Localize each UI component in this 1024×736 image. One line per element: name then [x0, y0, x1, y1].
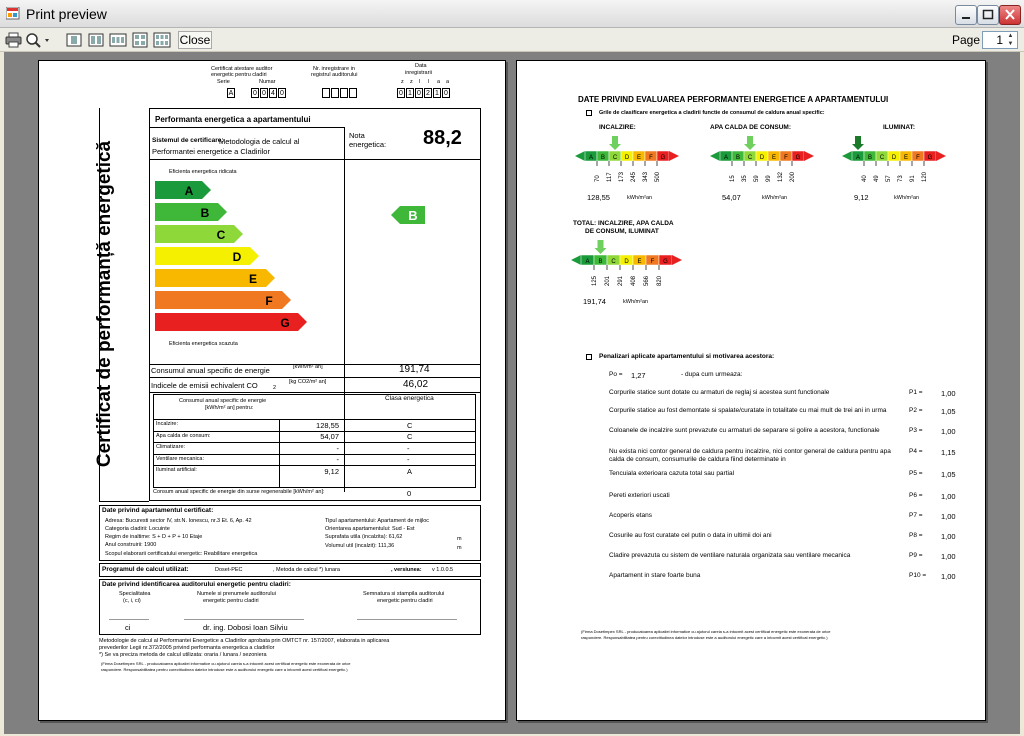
penalty-text: Corpurile statice sunt dotate cu armaturi de reglaj si acestea sunt functionale — [609, 389, 830, 396]
scale-tick-label: 59 — [754, 175, 760, 182]
scale-tick-label: 566 — [644, 275, 650, 286]
serie-cell: A — [228, 90, 234, 97]
nume-value: dr. ing. Dobosi Ioan Silviu — [203, 623, 288, 632]
versiune-value: v 1.0.0.5 — [432, 567, 454, 573]
scale-letter: F — [649, 155, 653, 161]
scale-letter: B — [867, 155, 873, 161]
scale-tick-label: 117 — [607, 172, 613, 182]
footer-line-3: *) Se va preciza metoda de calcul utilizata: oraria / lunara / sezoniera — [99, 652, 267, 658]
date-letter: z — [410, 79, 413, 85]
anul: Anul construirii: 1900 — [105, 542, 157, 548]
numar-cell: 0 — [251, 88, 259, 98]
numar-cell: 0 — [278, 88, 286, 98]
auditor-title: Date privind identificarea auditorului energetic pentru cladiri: — [102, 581, 291, 588]
scale-letter: F — [916, 155, 920, 161]
regen-value: 0 — [407, 489, 412, 498]
scale-value: 128,55 — [587, 193, 610, 202]
date-cell: 1 — [406, 88, 414, 98]
nota-label-1: Nota — [349, 131, 365, 140]
date-cell: 0 — [442, 88, 450, 98]
class-letter: F — [265, 294, 273, 308]
volum-unit: m — [457, 545, 462, 551]
po-value: 1,27 — [631, 371, 646, 380]
nota-line — [344, 159, 481, 160]
energy-row-value: - — [336, 443, 339, 453]
penalty-value: 1,05 — [941, 407, 956, 416]
scale-letter: F — [650, 259, 655, 265]
penalty-value: 1,15 — [941, 448, 956, 457]
orientare: Orientarea apartamentului: Sud - Est — [325, 526, 415, 532]
scale-letter: B — [600, 155, 606, 161]
penalty-value: 1,00 — [941, 552, 956, 561]
metoda: , Metoda de calcul *) lunara — [273, 567, 340, 573]
window-title: Print preview — [26, 6, 107, 22]
co2-sub: 2 — [273, 385, 277, 391]
class-letter: B — [200, 206, 210, 220]
page-2 — [516, 60, 986, 721]
page-1 — [38, 60, 506, 721]
energy-scale-bar — [710, 136, 820, 196]
current-class-arrow — [391, 205, 427, 225]
scale-tick-label: 70 — [595, 175, 601, 182]
sys-label: Sistemul de certificare: — [152, 137, 224, 144]
title-bar[interactable] — [0, 0, 1024, 28]
four-pages-icon[interactable] — [130, 31, 148, 49]
scale-tick-label: 125 — [592, 275, 598, 286]
class-arrow-f — [155, 291, 291, 309]
tbl-head-2: Clasa energetica — [385, 395, 434, 402]
date-letter: a — [446, 79, 450, 85]
scale-letter: G — [660, 155, 666, 161]
energy-scale-bar — [575, 136, 685, 196]
categorie: Categoria cladirii: Locuinte — [105, 526, 170, 532]
suprafata-unit: m — [457, 536, 462, 542]
cert-label-line1: Certificat atestare auditor — [211, 66, 273, 72]
versiune-label: , versiunea: — [391, 567, 422, 573]
nota-label-2: energetica: — [349, 140, 387, 149]
date-letter: a — [437, 79, 441, 85]
tbl-head-1a: Consumul anual specific de energie — [179, 398, 267, 404]
scale-tick-label: 99 — [766, 175, 772, 182]
volum: Volumul util (incalzit): 111,36 — [325, 543, 395, 549]
checkbox-icon — [586, 354, 592, 360]
serie-label: Serie — [217, 79, 230, 85]
vertical-title: Certificat de performanță energetică — [94, 140, 115, 468]
perf-title: Performanta energetica a apartamentului — [155, 115, 311, 124]
date-cell: 2 — [424, 88, 432, 98]
penalty-text: Acoperis etans — [609, 512, 652, 519]
energy-row-name: Ventilare mecanica: — [156, 455, 204, 462]
reg-cell — [331, 88, 339, 98]
energy-row-name: Climatizare: — [156, 444, 186, 451]
scale-letter: D — [759, 155, 765, 161]
class-letter: C — [216, 228, 226, 242]
scale-unit: kWh/m²an — [762, 195, 788, 201]
penalty-code: P7 = — [909, 512, 923, 519]
date-letter: l — [428, 79, 430, 85]
page-label: Page — [952, 33, 981, 47]
energy-row-value: 9,12 — [324, 466, 339, 476]
grile-label: Grile de clasificare energetica a cladirii functie de consumul de caldura anual specific: — [599, 110, 825, 116]
scale-letter: E — [771, 155, 777, 161]
sys-value-1: Metodologia de calcul al — [219, 137, 300, 146]
reg-cell — [340, 88, 348, 98]
row-line — [149, 377, 481, 378]
p2-footer-2: raspundere. Responsabilitatea pentru corectitudinea datelor introduse este a auditorului energetic care a intocmit acest certificat energetic.) — [581, 635, 828, 640]
consum-unit: [kWh/m² an] — [293, 364, 323, 370]
scale-tick-label: 201 — [605, 275, 611, 286]
energy-row-class: C — [407, 432, 413, 442]
penalty-text: Pereti exteriori uscati — [609, 492, 670, 499]
p2-title: DATE PRIVIND EVALUAREA PERFORMANTEI ENERGETICE A APARTAMENTULUI — [578, 95, 889, 104]
class-letter: G — [280, 316, 290, 330]
scale-letter: D — [891, 155, 897, 161]
scale-letter: A — [855, 155, 861, 161]
numar-cell: 4 — [269, 88, 277, 98]
scale-name: ILUMINAT: — [883, 124, 916, 131]
scale-letter: D — [624, 155, 630, 161]
co2-unit: [kg CO2/m² an] — [289, 379, 327, 385]
scale-tick-label: 291 — [618, 275, 624, 286]
scale-tick-label: 500 — [655, 171, 661, 182]
penalty-text: Corpurile statice au fost demontate si spalate/curatate in totalitate cu mai mult de trei ani in urma — [609, 407, 887, 414]
scale-letter: C — [879, 155, 885, 161]
class-pointer — [744, 136, 756, 150]
pen-title: Penalizari aplicate apartamentului si motivarea acestora: — [599, 353, 775, 360]
maximize-button[interactable] — [977, 5, 999, 25]
penalty-code: P4 = — [909, 448, 923, 455]
numar-cell: 0 — [260, 88, 268, 98]
date-cell: 0 — [415, 88, 423, 98]
scale-letter: A — [723, 155, 729, 161]
scale-tick-label: 820 — [657, 275, 663, 286]
print-preview-app-icon — [6, 7, 20, 20]
energy-row-value: 128,55 — [316, 420, 339, 430]
consum-value: 191,74 — [399, 364, 430, 375]
scale-tick-label: 245 — [631, 171, 637, 182]
class-arrow-a — [155, 181, 211, 199]
penalty-value: 1,05 — [941, 470, 956, 479]
po-label: Po = — [609, 371, 623, 378]
close-button[interactable]: Close — [179, 33, 211, 47]
penalty-text: Apartament in stare foarte buna — [609, 572, 701, 579]
penalty-value: 1,00 — [941, 532, 956, 541]
spec-value: ci — [125, 623, 131, 632]
six-pages-icon[interactable] — [152, 31, 170, 49]
scale-letter: G — [795, 155, 801, 161]
penalty-code: P5 = — [909, 470, 923, 477]
scale-tick-label: 49 — [874, 175, 880, 182]
energy-row-class: - — [407, 455, 410, 465]
semn-label-2: energetic pentru cladiri — [377, 598, 433, 604]
scale-letter: C — [612, 155, 618, 161]
date-title: Date privind apartamentul certificat: — [102, 507, 214, 514]
regen-label: Consum anual specific de energie din surse regenerabile [kWh/m² an]: — [153, 489, 325, 495]
co2-value: 46,02 — [403, 379, 429, 390]
penalty-code: P2 = — [909, 407, 923, 414]
energy-class-scale — [155, 181, 315, 337]
penalty-value: 1,00 — [941, 427, 956, 436]
page-spinner[interactable]: ▲ ▼ — [1007, 33, 1014, 47]
toolbar — [0, 28, 1024, 52]
one-page-icon[interactable] — [64, 31, 82, 49]
scale-letter: G — [663, 259, 668, 265]
scale-tick-label: 120 — [922, 171, 928, 182]
po-desc: - dupa cum urmeaza: — [681, 371, 743, 378]
sign-line — [109, 619, 149, 620]
scale-tick-label: 15 — [730, 175, 736, 182]
penalty-code: P9 = — [909, 552, 923, 559]
class-pointer — [609, 136, 621, 150]
scale-unit: kWh/m²an — [894, 195, 920, 201]
penalty-value: 1,00 — [941, 492, 956, 501]
scale-letter: E — [903, 155, 909, 161]
scale-value: 54,07 — [722, 193, 741, 202]
page-number-input[interactable] — [982, 31, 1018, 49]
total-label-2: DE CONSUM, ILUMINAT — [585, 228, 659, 235]
date-letter: z — [401, 79, 404, 85]
spec-label-2: (c, i, ci) — [123, 598, 141, 604]
class-arrow-c — [155, 225, 243, 243]
energy-row-name: Apa calda de consum: — [156, 432, 211, 439]
close-window-button[interactable] — [999, 5, 1021, 25]
adresa: Adresa: Bucuresti sector IV, str.N. Ionescu, nr.3 Et. 6, Ap. 42 — [105, 518, 252, 524]
tbl-head-1b: [kWh/m² an] pentru: — [205, 405, 254, 411]
scale-tick-label: 35 — [742, 175, 748, 182]
energy-row-name: Iluminat artificial: — [156, 467, 197, 474]
prog-label: Programul de calcul utilizat: — [102, 566, 189, 573]
date-label-line2: inregistrarii — [405, 70, 432, 76]
consum-label: Consumul anual specific de energie — [151, 366, 270, 375]
reg-cell — [322, 88, 330, 98]
reg-cell — [349, 88, 357, 98]
nume-label-1: Numele si prenumele auditorului — [197, 591, 276, 597]
class-letter: E — [248, 272, 258, 286]
eff-high-label: Eficienta energetica ridicata — [169, 169, 237, 175]
date-label-line1: Data — [415, 63, 427, 69]
energy-scale-bar — [571, 240, 688, 300]
semn-label-1: Semnatura si stampila auditorului — [363, 591, 445, 597]
reg-label-line1: Nr. inregistrare in — [313, 66, 355, 72]
main-divider — [344, 127, 345, 364]
penalty-text: Nu exista nici contor general de caldura pentru incalzire, nici contor general de caldura pentru apa calda de consum, consumurile de caldura fiind determinate in — [609, 448, 891, 463]
nume-label-2: energetic pentru cladiri — [203, 598, 259, 604]
checkbox-icon — [586, 110, 592, 116]
scale-letter: B — [598, 259, 603, 265]
total-label-1: TOTAL: INCALZIRE, APA CALDA — [573, 220, 674, 227]
class-arrow-d — [155, 247, 259, 265]
scale-tick-label: 343 — [643, 171, 649, 182]
prog-value: Doset-PEC — [215, 567, 243, 573]
scale-value: 191,74 — [583, 297, 606, 306]
nota-value: 88,2 — [423, 127, 462, 149]
scale-letter: E — [636, 155, 642, 161]
co2-label: Indicele de emisii echivalent CO — [151, 381, 258, 390]
page-number-value: 1 — [996, 33, 1003, 47]
energy-row-class: C — [407, 420, 413, 430]
scale-name: INCALZIRE: — [599, 124, 636, 131]
scale-unit: kWh/m²an — [627, 195, 653, 201]
footer-line-1: Metodologie de calcul al Performantei Energetice a Cladirilor aprobata prin OMTCT nr. 157/2007, elaborata in aplicarea — [99, 638, 390, 644]
class-letter: A — [184, 184, 194, 198]
scale-tick-label: 91 — [910, 175, 916, 182]
eff-low-label: Eficienta energetica scazuta — [169, 341, 238, 347]
cert-label-line2: energetic pentru cladiri — [211, 72, 267, 78]
regim: Regim de inaltime: S + D + P + 10 Etaje — [105, 534, 203, 540]
sign-line — [184, 619, 304, 620]
energy-row-name: Incalzire: — [156, 421, 179, 427]
date-letter: l — [419, 79, 421, 85]
tip: Tipul apartamentului: Apartament de mijloc — [325, 518, 430, 524]
footer-line-5: raspundere. Responsabilitatea pentru corectitudinea datelor introduse este a auditorului energetic care a intocmit acest certificat energetic.) — [101, 667, 348, 672]
scale-tick-label: 73 — [898, 175, 904, 182]
sys-value-2: Performantei energetice a Cladirilor — [152, 147, 270, 156]
zoom-dropdown-icon[interactable] — [24, 31, 54, 49]
scale-value: 9,12 — [854, 193, 869, 202]
class-arrow-e — [155, 269, 275, 287]
penalty-value: 1,00 — [941, 389, 956, 398]
penalty-code: P6 = — [909, 492, 923, 499]
footer-line-4: (Firma Dosetimpex SRL - producatoarea aplicatiei informatice cu ajutorul careia s-a intocmit acest certificat energetic este exonerata de orice — [101, 661, 351, 666]
energy-row-value: - — [336, 455, 339, 465]
two-pages-icon[interactable] — [86, 31, 104, 49]
three-pages-icon[interactable] — [108, 31, 126, 49]
scale-tick-label: 408 — [631, 275, 637, 286]
numar-label: Numar — [259, 79, 276, 85]
penalty-code: P3 = — [909, 427, 923, 434]
energy-scale-bar — [842, 136, 952, 196]
scale-letter: E — [637, 259, 642, 265]
scale-letter: B — [735, 155, 741, 161]
class-letter: D — [232, 250, 242, 264]
scale-tick-label: 40 — [862, 175, 868, 182]
sys-line — [149, 159, 344, 160]
scale-letter: G — [927, 155, 933, 161]
scale-letter: A — [588, 155, 594, 161]
suprafata: Suprafata utila (incalzita): 61,62 — [325, 534, 403, 540]
energy-row-value: 54,07 — [320, 432, 339, 442]
print-icon[interactable] — [4, 31, 22, 49]
scale-unit: kWh/m²an — [623, 299, 649, 305]
p2-footer-1: (Firma Dosetimpex SRL - producatoarea aplicatiei informatice cu ajutorul careia s-a intocmit acest certificat energetic este exonerata de orice — [581, 629, 831, 634]
energy-row-class: A — [407, 466, 413, 476]
scale-letter: C — [747, 155, 753, 161]
scale-tick-label: 173 — [619, 171, 625, 182]
penalty-text: Coloanele de incalzire sunt prevazute cu armaturi de separare si golire a acestora, functionale — [609, 427, 880, 434]
penalty-value: 1,00 — [941, 572, 956, 581]
footer-line-2: prevederilor Legii nr.372/2005 privind performanta energetica a cladirilor — [99, 645, 275, 651]
date-cell: 0 — [397, 88, 405, 98]
penalty-text: Cosurile au fost curatate cel putin o data in ultimii doi ani — [609, 532, 772, 539]
spec-label-1: Specialitatea — [119, 591, 151, 597]
class-arrow-g — [155, 313, 307, 331]
scale-tick-label: 132 — [778, 171, 784, 182]
perf-title-line — [149, 127, 344, 128]
scale-tick-label: 200 — [790, 171, 796, 182]
penalty-text: Tencuiala exterioara cazuta total sau partial — [609, 470, 735, 477]
class-arrow-b — [155, 203, 227, 221]
penalty-value: 1,00 — [941, 512, 956, 521]
minimize-button[interactable] — [955, 5, 977, 25]
scale-letter: F — [784, 155, 788, 161]
scale-letter: C — [611, 259, 616, 265]
penalty-code: P1 = — [909, 389, 923, 396]
class-pointer — [595, 240, 607, 254]
scale-tick-label: 57 — [886, 175, 892, 182]
energy-row-class: - — [407, 443, 410, 453]
penalty-text: Cladire prevazuta cu sistem de ventilare naturala organizata sau ventilare mecanica — [609, 552, 851, 559]
row-line — [149, 392, 481, 393]
penalty-code: P8 = — [909, 532, 923, 539]
reg-label-line2: registrul auditorului — [311, 72, 358, 78]
scop: Scopul elaborarii certificatului energetic: Reabilitare energetica — [105, 551, 258, 557]
penalty-code: P10 = — [909, 572, 927, 579]
sign-line — [357, 619, 457, 620]
preview-area[interactable] — [4, 52, 1020, 734]
scale-letter: A — [585, 259, 590, 265]
date-cell: 1 — [433, 88, 441, 98]
scale-name: APA CALDA DE CONSUM: — [710, 124, 792, 131]
current-class-letter: B — [408, 208, 418, 223]
class-pointer — [852, 136, 864, 150]
scale-letter: D — [624, 259, 629, 265]
